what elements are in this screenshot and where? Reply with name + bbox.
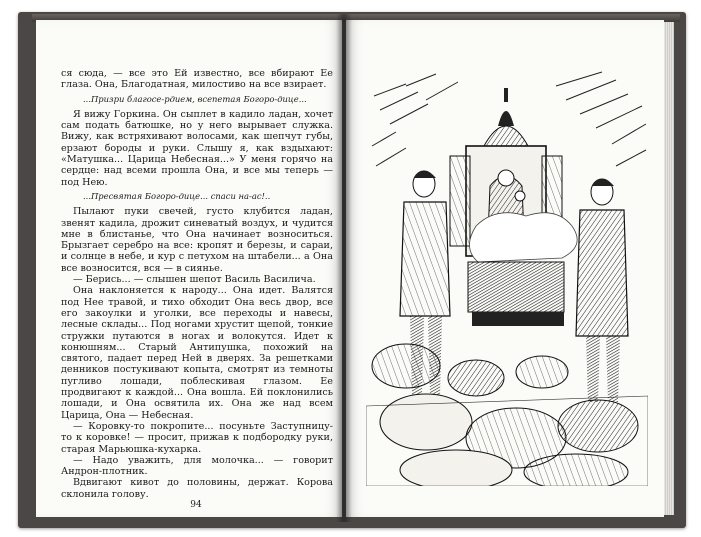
paragraph: — Надо уважить, для молочка... — говорит Андрон-плотник. [61,454,333,478]
page-stack-edge [664,22,674,515]
paragraph: ся сюда, — все это Ей известно, все вбирают Ее глаза. Она, Благодатная, милостиво на все взирает. [61,68,333,91]
paragraph: Я вижу Горкина. Он сыплет в кадило ладан, хочет сам подать батюшке, но у него вырывает служка. Вижу, как встряхивают волосами, как шепчут губы, ерзают бороды и руки. Слышу я, как вздыхают: «Матушка... Царица Небесная...» У меня горячо на сердце: над всеми прошла Она, и все мы теперь — под Нею. [61,108,333,188]
paragraph: — Коровку-то покропите... посуньте Заступницу-то к коровке! — просит, прижав к подбородку руки, старая Марьюшка-кухарка. [61,420,333,455]
paragraph: — Берись... — слышен шепот Василь Василича. [73,274,316,286]
paragraph: Вдвигают кивот до половины, держат. Корова склонила голову. [61,477,333,500]
left-page-text [61,68,333,500]
page-number: 94 [190,500,202,510]
book-spine [336,14,352,522]
engraving-image [366,66,648,486]
paragraph: Пылают пуки свечей, густо клубится ладан, звенят кадила, дрожит синеватый воздух, и чудится мне в блистанье, что Она начинает возноситься. Брызгает серебро на все: кропят и березы, и сараи, и солнце в небе, и кур с петухом на штабели... а Она все возносится, вся — в сиянье. [61,206,333,274]
right-page [346,20,664,517]
paragraph: Она наклоняется к народу... Она идет. Валятся под Нее травой, и тихо обходит Она весь двор, все его закоулки и уголки, все переходы и навесы, лесные склады... Под ногами хрустит щепой, тонкие стружки путаются в ногах и волокутся. Идет к конюшням... Старый Антипушка, похожий на святого, падает перед Ней в дверях. За решетками денников постукивают копыта, смотрят из темноты пугливо лошади, поблескивая глазом. Ее продвигают к каждой... Она вошла. Ей поклонились лошади, и Она освятила их. Она же над всем Царица, Она — Небесная. [61,285,333,421]
prayer-verse: ...Призри благосе-рдием, всепетая Богоро-дице... [83,93,307,104]
left-page [36,20,342,517]
prayer-verse: ...Пресвятая Богоро-дице... спаси на-ас!.. [83,190,271,201]
procession-illustration [366,66,648,486]
